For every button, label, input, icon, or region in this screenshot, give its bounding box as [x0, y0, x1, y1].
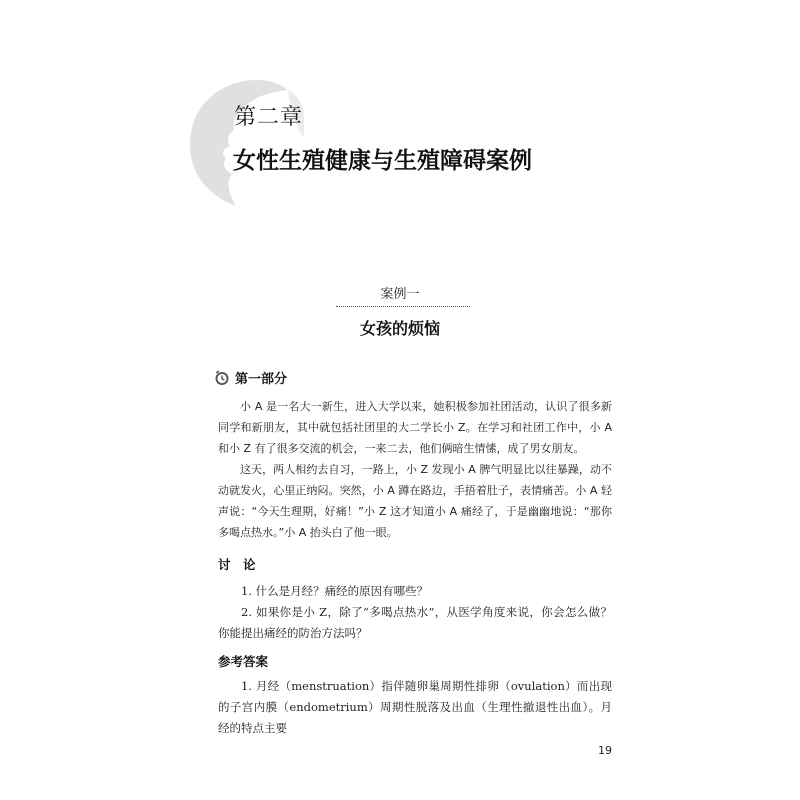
case-label: 案例一 [380, 287, 420, 302]
discussion-questions [218, 581, 612, 644]
answer-heading: 参考答案 [218, 654, 269, 669]
question-1: 1. 什么是月经？痛经的原因有哪些？ [241, 584, 429, 598]
answer-paragraph-1: 1. 月经（menstruation）指伴随卵巢周期性排卵（ovulation）而出现的子宫内膜（endometrium）周期性脱落及出血（生理性撤退性出血）。月经的特点主要 [218, 679, 612, 735]
section-heading [214, 368, 287, 387]
dotted-divider [336, 306, 470, 307]
case-title: 女孩的烦恼 [359, 319, 440, 338]
section-label: 第一部分 [235, 372, 288, 387]
discussion-heading: 讨 论 [218, 557, 256, 572]
answer-text-block [218, 676, 612, 739]
chapter-number: 第二章 [234, 105, 304, 130]
story-paragraph-1: 小 A 是一名大一新生，进入大学以来，她积极参加社团活动，认识了很多新同学和新朋友，其中就包括社团里的大二学长小 Z。在学习和社团工作中，小 A 和小 Z 有了很多交流的机会，一来二去，他们俩暗生情愫，成了男女朋友。 [218, 400, 612, 455]
story-text [218, 396, 612, 543]
page-number: 19 [598, 744, 612, 757]
chapter-title: 女性生殖健康与生殖障碍案例 [233, 148, 532, 174]
clock-icon [214, 370, 230, 386]
story-paragraph-2: 这天，两人相约去自习，一路上，小 Z 发现小 A 脾气明显比以往暴躁，动不动就发火，心里正纳闷。突然，小 A 蹲在路边，手捂着肚子，表情痛苦。小 A 轻声说：“今天生理期，好痛！”小 Z 这才知道小 A 痛经了，于是幽幽地说：“那你多喝点热水。”小 A 抬头白了他一眼。 [218, 463, 612, 539]
question-2: 2. 如果你是小 Z，除了“多喝点热水”，从医学角度来说，你会怎么做？你能提出痛经的防治方法吗？ [218, 605, 612, 640]
